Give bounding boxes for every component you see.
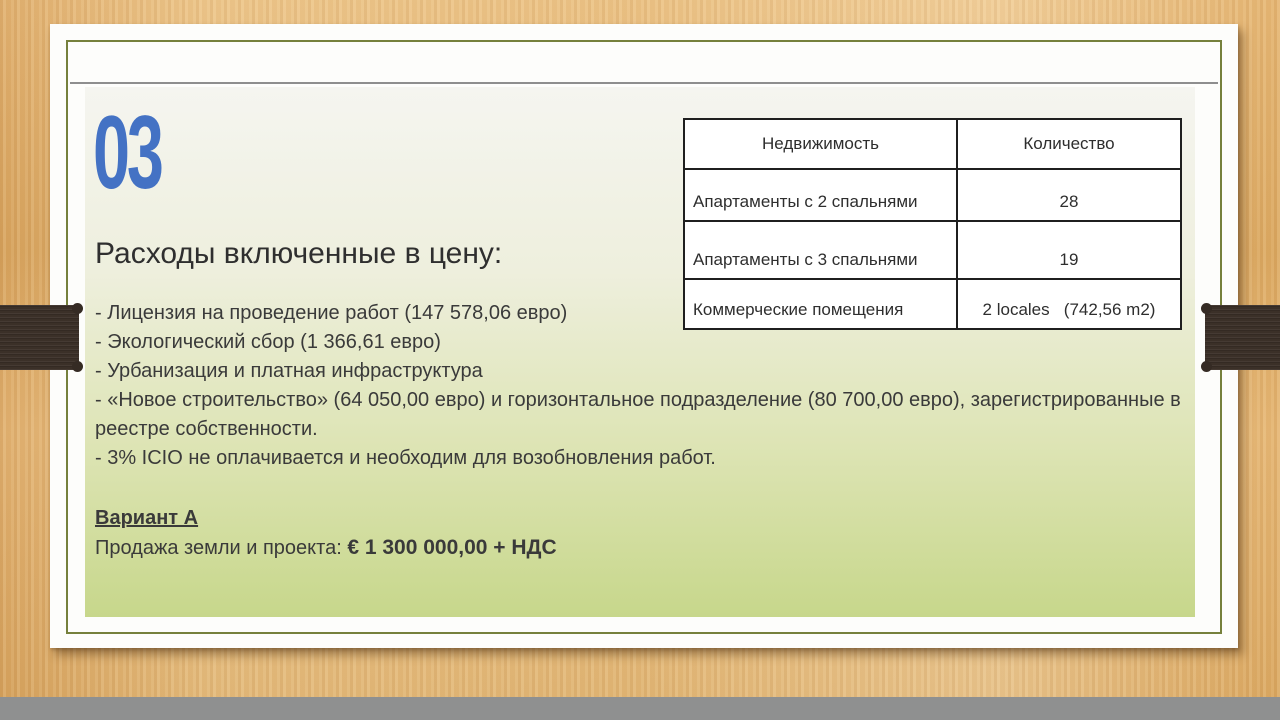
slide-title: Расходы включенные в цену: (95, 237, 503, 270)
left-ribbon-decoration (0, 305, 79, 370)
property-table (683, 118, 1182, 330)
table-header-property: Недвижимость (684, 119, 957, 169)
table-header-row (684, 119, 1181, 169)
option-a-prefix: Продажа земли и проекта: (95, 537, 348, 559)
option-a-text (95, 533, 557, 563)
option-a-block (95, 503, 557, 563)
bullet-line: - 3% ICIO не оплачивается и необходим для возобновления работ. (95, 447, 716, 469)
table-header-quantity: Количество (957, 119, 1181, 169)
bullet-line: - «Новое строительство» (64 050,00 евро) и горизонтальное подразделение (80 700,00 евро), зарегистрированные в реестре собственности. (95, 389, 1181, 440)
table-cell-qty: 2 locales (742,56 m2) (957, 279, 1181, 329)
slide-number: 03 (93, 95, 161, 211)
option-a-price: € 1 300 000,00 + НДС (347, 536, 557, 559)
table-cell-qty: 28 (957, 169, 1181, 221)
bullet-line: - Лицензия на проведение работ (147 578,06 евро) (95, 302, 568, 324)
table-cell-name: Апартаменты с 2 спальнями (684, 169, 957, 221)
top-divider-line (70, 82, 1218, 84)
table-row (684, 279, 1181, 329)
table-row (684, 221, 1181, 279)
option-a-heading: Вариант А (95, 507, 199, 529)
bottom-gray-bar (0, 697, 1280, 720)
table-row (684, 169, 1181, 221)
table-cell-qty: 19 (957, 221, 1181, 279)
right-ribbon-decoration (1205, 305, 1280, 370)
table-cell-name: Коммерческие помещения (684, 279, 957, 329)
bullet-line: - Экологический сбор (1 366,61 евро) (95, 331, 441, 353)
bullet-line: - Урбанизация и платная инфраструктура (95, 360, 483, 382)
table-cell-name: Апартаменты с 3 спальнями (684, 221, 957, 279)
